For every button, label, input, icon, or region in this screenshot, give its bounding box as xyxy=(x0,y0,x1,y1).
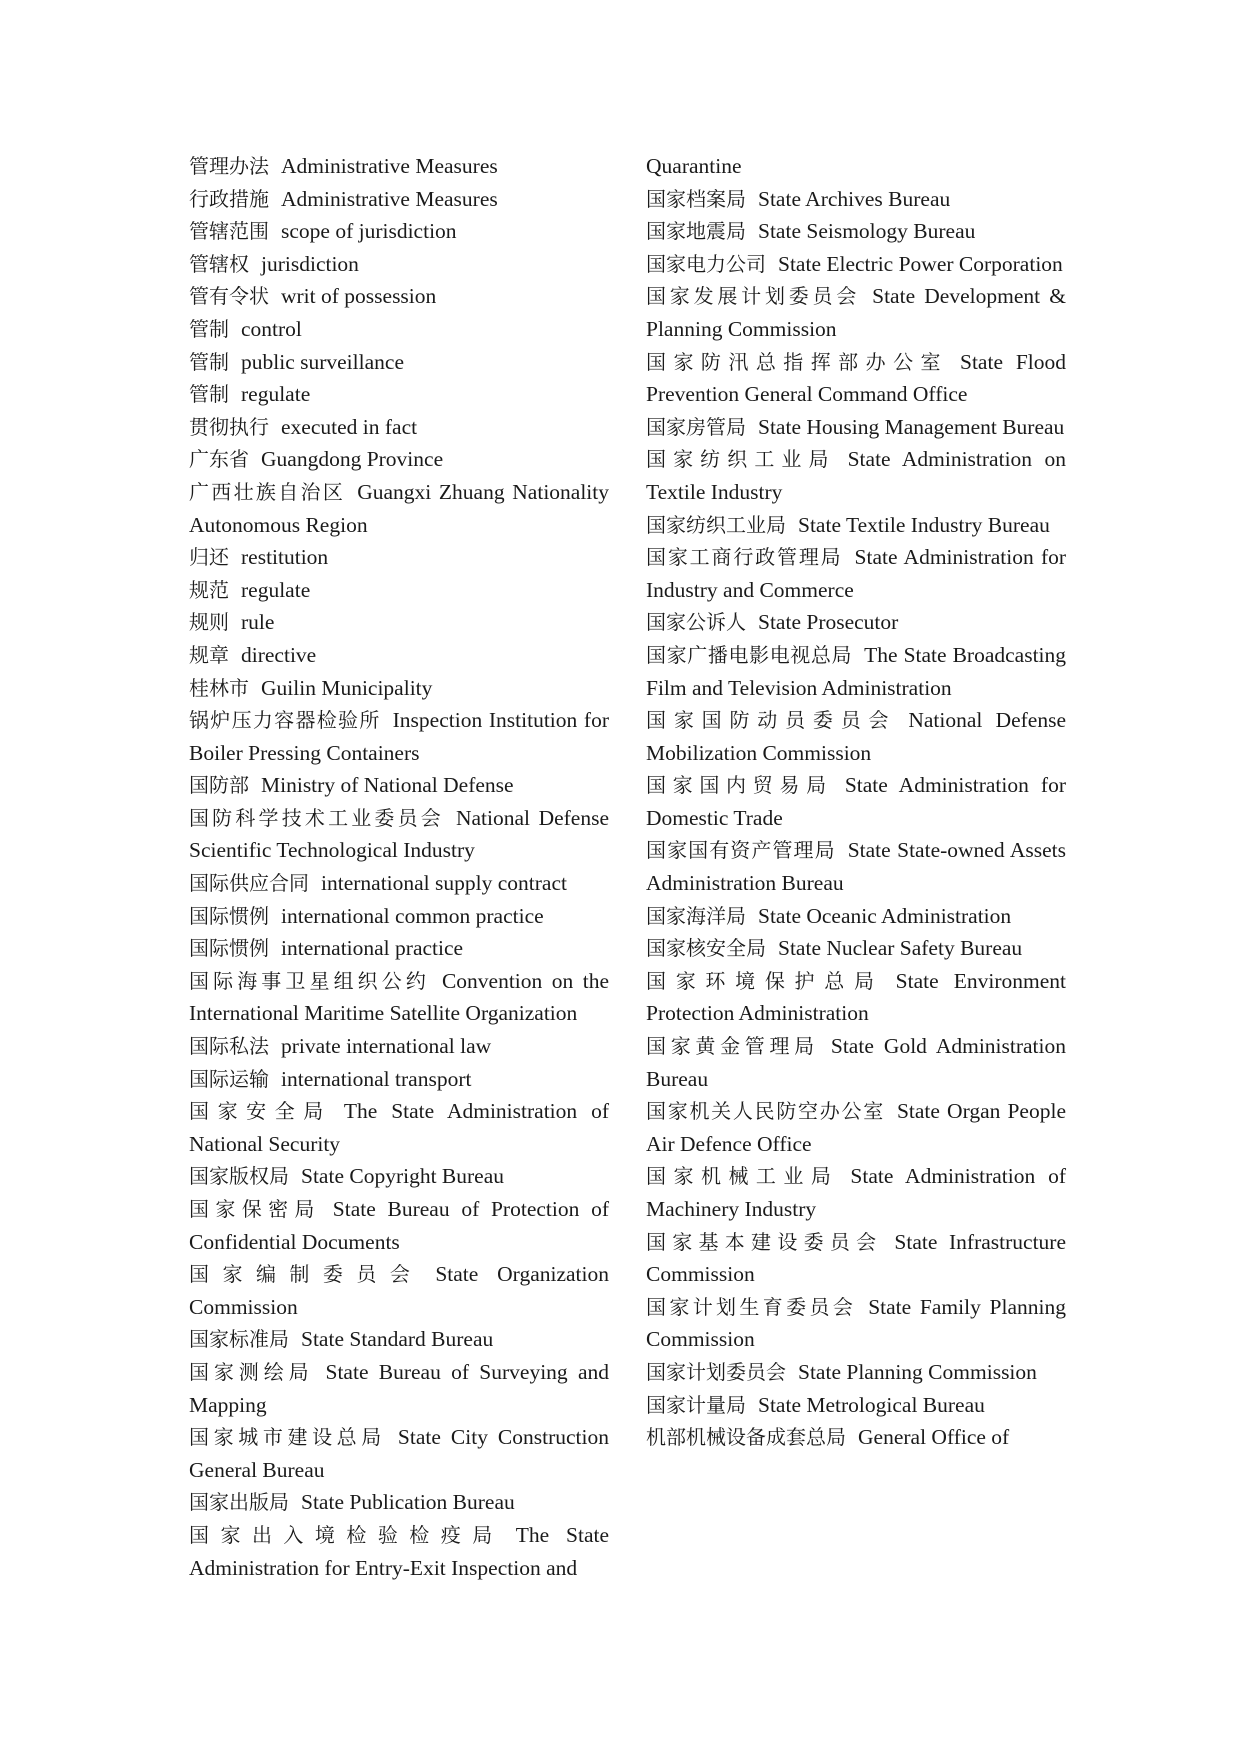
chinese-term: 国家纺织工业局 xyxy=(646,512,786,537)
english-translation: international common practice xyxy=(281,903,544,928)
english-translation: State Administration on Textile Industry xyxy=(646,447,1066,504)
glossary-entry xyxy=(189,932,609,965)
chinese-term: 国家城市建设总局 xyxy=(189,1425,386,1450)
english-translation: State Organization Commission xyxy=(189,1262,609,1319)
glossary-entry xyxy=(189,704,609,769)
glossary-entry xyxy=(646,932,1066,965)
chinese-term: 国际海事卫星组织公约 xyxy=(189,968,430,993)
english-translation: State Electric Power Corporation xyxy=(778,251,1063,276)
chinese-term: 锅炉压力容器检验所 xyxy=(189,708,381,733)
english-translation: State Bureau of Surveying and Mapping xyxy=(189,1359,610,1417)
glossary-entry xyxy=(189,1193,609,1258)
english-translation: State Administration for Domestic Trade xyxy=(646,773,1066,830)
english-translation: State Oceanic Administration xyxy=(758,903,1012,928)
english-translation: public surveillance xyxy=(241,349,404,374)
glossary-entry xyxy=(189,346,609,379)
english-translation: State Textile Industry Bureau xyxy=(798,512,1050,537)
english-translation: State Administration of Machinery Industry xyxy=(646,1164,1067,1221)
english-translation: Administrative Measures xyxy=(281,154,498,178)
glossary-entry xyxy=(189,183,609,216)
english-translation: executed in fact xyxy=(281,414,418,439)
glossary-entry xyxy=(189,1323,609,1356)
english-translation: scope of jurisdiction xyxy=(281,219,457,244)
english-translation: restitution xyxy=(241,545,329,570)
english-translation: State Development & Planning Commission xyxy=(646,284,1066,341)
glossary-entry xyxy=(646,509,1066,542)
english-translation: State Family Planning Commission xyxy=(646,1294,1067,1352)
glossary-entry xyxy=(189,1160,609,1193)
chinese-term: 国家国防动员委员会 xyxy=(646,708,897,733)
english-translation: private international law xyxy=(281,1034,492,1059)
chinese-term: 国家计量局 xyxy=(646,1392,746,1417)
glossary-entry xyxy=(189,1486,609,1519)
chinese-term: 国家机关人民防空办公室 xyxy=(646,1099,885,1124)
chinese-term: 归还 xyxy=(189,545,229,570)
chinese-term: 国家黄金管理局 xyxy=(646,1034,819,1059)
chinese-term: 国家保密局 xyxy=(189,1197,321,1221)
english-translation: State Planning Commission xyxy=(798,1359,1037,1384)
glossary-entry xyxy=(646,769,1066,834)
glossary-entry xyxy=(189,248,609,281)
english-translation: Inspection Institution for Boiler Pressing Containers xyxy=(189,708,609,765)
chinese-term: 国家环境保护总局 xyxy=(646,968,884,993)
chinese-term: 管制 xyxy=(189,316,229,341)
chinese-term: 桂林市 xyxy=(189,675,249,700)
english-translation: State Bureau of Protection of Confidential Documents xyxy=(189,1197,609,1254)
chinese-term: 管辖权 xyxy=(189,251,249,276)
chinese-term: 国家发展计划委员会 xyxy=(646,284,861,309)
chinese-term: 国际运输 xyxy=(189,1066,269,1091)
glossary-entry xyxy=(189,476,609,541)
glossary-entry xyxy=(189,378,609,411)
chinese-term: 国家核安全局 xyxy=(646,936,766,961)
left-column xyxy=(189,150,609,1584)
glossary-entry xyxy=(646,1226,1066,1291)
glossary-entry xyxy=(646,215,1066,248)
glossary-entry xyxy=(646,443,1066,508)
glossary-entry xyxy=(646,639,1066,704)
english-translation: writ of possession xyxy=(281,284,437,309)
english-translation: State Nuclear Safety Bureau xyxy=(778,936,1023,961)
english-translation: regulate xyxy=(241,577,311,602)
english-translation: State Administration for Industry and Commerce xyxy=(646,545,1067,602)
glossary-entry xyxy=(646,1030,1066,1095)
glossary-entry xyxy=(646,150,1066,183)
english-translation: jurisdiction xyxy=(261,251,359,276)
english-translation: State Flood Prevention General Command Office xyxy=(646,349,1066,407)
glossary-entry xyxy=(189,867,609,900)
right-column xyxy=(646,150,1066,1454)
chinese-term: 国防部 xyxy=(189,773,249,798)
glossary-entry xyxy=(189,606,609,639)
glossary-entry xyxy=(189,1421,609,1486)
chinese-term: 国家海洋局 xyxy=(646,903,746,928)
english-translation: State Organ People Air Defence Office xyxy=(646,1099,1066,1156)
chinese-term: 国家安全局 xyxy=(189,1099,332,1124)
english-translation: State Housing Management Bureau xyxy=(758,414,1065,439)
chinese-term: 机部机械设备成套总局 xyxy=(646,1425,846,1450)
chinese-term: 国家版权局 xyxy=(189,1164,289,1189)
chinese-term: 规章 xyxy=(189,642,229,667)
english-translation: Convention on the International Maritime Satellite Organization xyxy=(189,968,609,1026)
glossary-entry xyxy=(646,411,1066,444)
glossary-entry xyxy=(189,1519,609,1584)
chinese-term: 规则 xyxy=(189,610,229,635)
chinese-term: 管辖范围 xyxy=(189,219,269,244)
glossary-entry xyxy=(189,150,609,183)
english-translation: State Publication Bureau xyxy=(301,1490,515,1515)
glossary-entry xyxy=(646,900,1066,933)
english-translation: State Prosecutor xyxy=(758,610,899,635)
chinese-term: 国家机械工业局 xyxy=(646,1164,839,1189)
chinese-term: 国家房管局 xyxy=(646,414,746,439)
chinese-term: 国家公诉人 xyxy=(646,610,746,635)
english-translation: State Archives Bureau xyxy=(758,186,951,211)
chinese-term: 贯彻执行 xyxy=(189,414,269,439)
english-translation: international practice xyxy=(281,936,464,961)
glossary-entry xyxy=(189,215,609,248)
chinese-term: 国家地震局 xyxy=(646,219,746,244)
english-translation: National Defense Mobilization Commission xyxy=(646,708,1066,765)
chinese-term: 国家标准局 xyxy=(189,1327,289,1352)
chinese-term: 国家出版局 xyxy=(189,1490,289,1515)
glossary-entry xyxy=(189,1063,609,1096)
english-translation: State Standard Bureau xyxy=(301,1327,494,1352)
english-translation: directive xyxy=(241,642,317,667)
english-translation: State Copyright Bureau xyxy=(301,1164,505,1189)
chinese-term: 国家广播电影电视总局 xyxy=(646,642,853,667)
chinese-term: 国家测绘局 xyxy=(189,1359,314,1384)
glossary-entry xyxy=(189,443,609,476)
english-translation: State Environment Protection Administration xyxy=(646,968,1067,1026)
glossary-entry xyxy=(189,900,609,933)
english-translation: Guangdong Province xyxy=(261,447,444,472)
chinese-term: 国家基本建设委员会 xyxy=(646,1229,883,1254)
english-translation: international supply contract xyxy=(321,871,567,896)
glossary-entry xyxy=(189,672,609,705)
english-translation: Ministry of National Defense xyxy=(261,773,514,798)
glossary-entry xyxy=(646,704,1066,769)
glossary-entry xyxy=(189,1258,609,1323)
english-translation: State State-owned Assets Administration Bureau xyxy=(646,838,1067,896)
english-translation: State Metrological Bureau xyxy=(758,1392,985,1417)
glossary-entry xyxy=(646,1356,1066,1389)
chinese-term: 管有令状 xyxy=(189,284,269,309)
english-translation: international transport xyxy=(281,1066,472,1091)
chinese-term: 国防科学技术工业委员会 xyxy=(189,805,444,830)
chinese-term: 国际私法 xyxy=(189,1034,269,1059)
chinese-term: 国家防汛总指挥部办公室 xyxy=(646,349,948,374)
glossary-entry xyxy=(646,1389,1066,1422)
english-translation: The State Administration of National Security xyxy=(189,1099,609,1156)
glossary-entry xyxy=(189,574,609,607)
glossary-entry xyxy=(646,1291,1066,1356)
english-translation: rule xyxy=(241,610,275,635)
chinese-term: 国家档案局 xyxy=(646,186,746,211)
english-translation: Quarantine xyxy=(646,154,742,178)
english-translation: State Gold Administration Bureau xyxy=(646,1034,1067,1091)
chinese-term: 管制 xyxy=(189,382,229,407)
chinese-term: 国家纺织工业局 xyxy=(646,447,836,472)
english-translation: Guilin Municipality xyxy=(261,675,433,700)
english-translation: General Office of xyxy=(858,1425,1010,1450)
glossary-entry xyxy=(646,834,1066,899)
english-translation: The State Broadcasting Film and Television Administration xyxy=(646,642,1067,700)
glossary-entry xyxy=(646,606,1066,639)
glossary-entry xyxy=(189,280,609,313)
glossary-entry xyxy=(189,313,609,346)
chinese-term: 国家编制委员会 xyxy=(189,1262,424,1287)
glossary-entry xyxy=(189,1095,609,1160)
glossary-entry xyxy=(646,346,1066,411)
chinese-term: 国家国有资产管理局 xyxy=(646,838,836,863)
english-translation: regulate xyxy=(241,382,311,407)
chinese-term: 广东省 xyxy=(189,447,249,472)
english-translation: State Seismology Bureau xyxy=(758,219,976,244)
english-translation: control xyxy=(241,316,302,341)
glossary-entry xyxy=(189,802,609,867)
chinese-term: 国家电力公司 xyxy=(646,251,766,276)
glossary-entry xyxy=(646,1095,1066,1160)
chinese-term: 国家国内贸易局 xyxy=(646,773,833,798)
chinese-term: 国家工商行政管理局 xyxy=(646,545,843,570)
glossary-entry xyxy=(646,183,1066,216)
chinese-term: 管理办法 xyxy=(189,154,269,178)
chinese-term: 国家计划委员会 xyxy=(646,1359,786,1384)
english-translation: Administrative Measures xyxy=(281,186,498,211)
glossary-entry xyxy=(189,411,609,444)
english-translation: National Defense Scientific Technological Industry xyxy=(189,805,610,863)
english-translation: State City Construction General Bureau xyxy=(189,1425,610,1482)
chinese-term: 国家出入境检验检疫局 xyxy=(189,1522,504,1547)
english-translation: Guangxi Zhuang Nationality Autonomous Region xyxy=(189,479,610,537)
glossary-entry xyxy=(646,541,1066,606)
chinese-term: 广西壮族自治区 xyxy=(189,479,346,504)
glossary-entry xyxy=(189,541,609,574)
glossary-entry xyxy=(189,1356,609,1421)
chinese-term: 行政措施 xyxy=(189,186,269,211)
chinese-term: 国际供应合同 xyxy=(189,871,309,896)
chinese-term: 国际惯例 xyxy=(189,936,269,961)
glossary-entry xyxy=(646,1421,1066,1454)
english-translation: State Infrastructure Commission xyxy=(646,1229,1067,1287)
glossary-entry xyxy=(646,248,1066,281)
chinese-term: 管制 xyxy=(189,349,229,374)
glossary-entry xyxy=(646,280,1066,345)
glossary-entry xyxy=(646,1160,1066,1225)
glossary-entry xyxy=(646,965,1066,1030)
english-translation: The State Administration for Entry-Exit Inspection and xyxy=(189,1522,609,1580)
glossary-entry xyxy=(189,639,609,672)
glossary-entry xyxy=(189,769,609,802)
chinese-term: 国家计划生育委员会 xyxy=(646,1294,857,1319)
glossary-entry xyxy=(189,965,609,1030)
chinese-term: 规范 xyxy=(189,577,229,602)
chinese-term: 国际惯例 xyxy=(189,903,269,928)
glossary-entry xyxy=(189,1030,609,1063)
